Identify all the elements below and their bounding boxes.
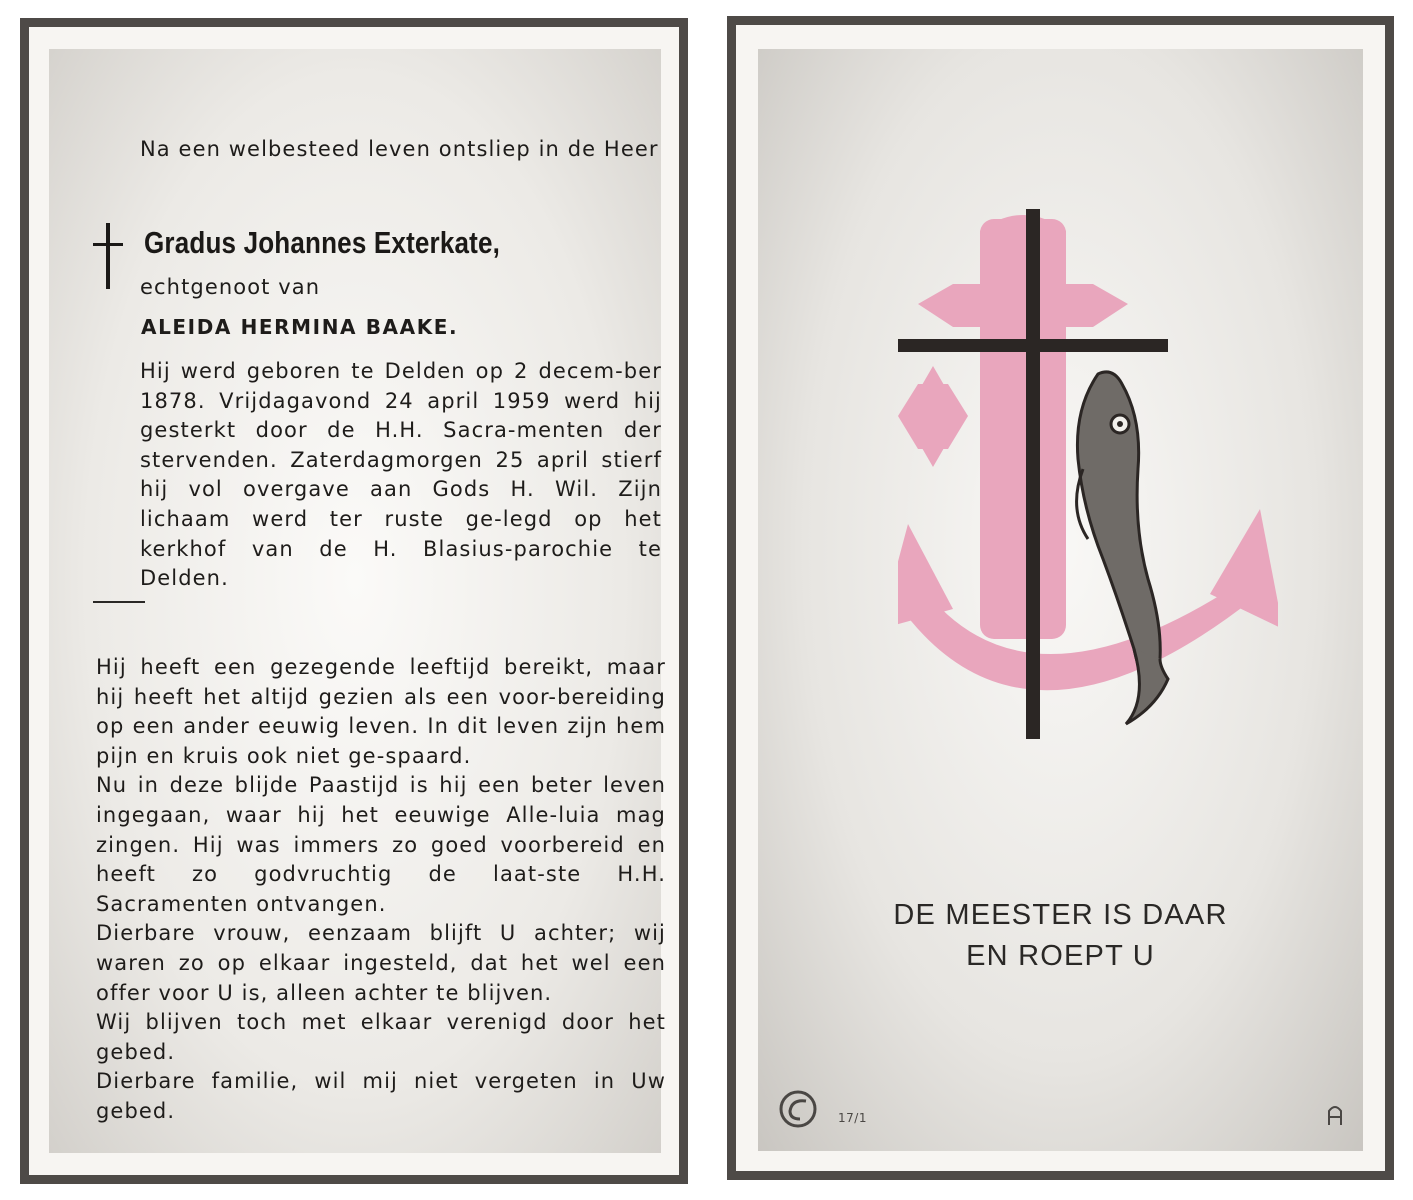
motto bbox=[758, 895, 1363, 977]
motto-line: DE MEESTER IS DAAR bbox=[893, 899, 1228, 931]
print-code: 17/1 bbox=[838, 1111, 867, 1125]
cross-icon bbox=[91, 221, 125, 291]
card-text-panel bbox=[49, 49, 666, 1153]
closing-paragraph: Nu in deze blijde Paastijd is hij een beter leven ingegaan, waar hij het eeuwige Alle-luia mag zingen. Hij was immers zo goed voorbereid en heeft zo godvruchtig de laat-ste H.H. Sacramenten ontvangen. bbox=[96, 773, 666, 916]
memorial-card-image-side bbox=[727, 16, 1394, 1180]
emblem bbox=[898, 179, 1278, 739]
printer-mark-icon bbox=[1325, 1101, 1345, 1127]
memorial-card-text-side bbox=[20, 18, 688, 1184]
motto-line: EN ROEPT U bbox=[966, 940, 1155, 972]
spouse-label: echtgenoot van bbox=[140, 275, 321, 299]
closing-paragraph: Wij blijven toch met elkaar verenigd door het gebed. bbox=[96, 1010, 666, 1064]
intro-text: Na een welbesteed leven ontsliep in de Heer bbox=[140, 137, 659, 161]
closing-paragraph: Dierbare vrouw, eenzaam blijft U achter; wij waren zo op elkaar ingesteld, dat het wel een offer voor U is, alleen achter te blijven. bbox=[96, 921, 666, 1005]
closing-text bbox=[96, 653, 666, 1127]
spouse-name: ALEIDA HERMINA BAAKE. bbox=[141, 315, 459, 339]
card-image-panel bbox=[758, 49, 1363, 1151]
closing-paragraph: Dierbare familie, wil mij niet vergeten in Uw gebed. bbox=[96, 1069, 666, 1123]
publisher-logo-icon bbox=[778, 1089, 818, 1129]
deceased-name: Gradus Johannes Exterkate, bbox=[144, 225, 501, 260]
divider bbox=[93, 601, 145, 603]
star-of-david-icon bbox=[898, 366, 968, 467]
biography-text: Hij werd geboren te Delden op 2 decem-ber 1878. Vrijdagavond 24 april 1959 werd hij gesterkt door de H.H. Sacra-menten der stervenden. Zaterdagmorgen 25 april stierf hij vol overgave aan Gods H. Wil. Zijn lichaam werd ter ruste ge-legd op het kerkhof van de H. Blasius-parochie te Delden. bbox=[140, 359, 662, 591]
closing-paragraph: Hij heeft een gezegende leeftijd bereikt, maar hij heeft het altijd gezien als een voor-bereiding op een ander eeuwig leven. In dit leven zijn hem pijn en kruis ook niet ge-spaard. bbox=[96, 655, 666, 768]
